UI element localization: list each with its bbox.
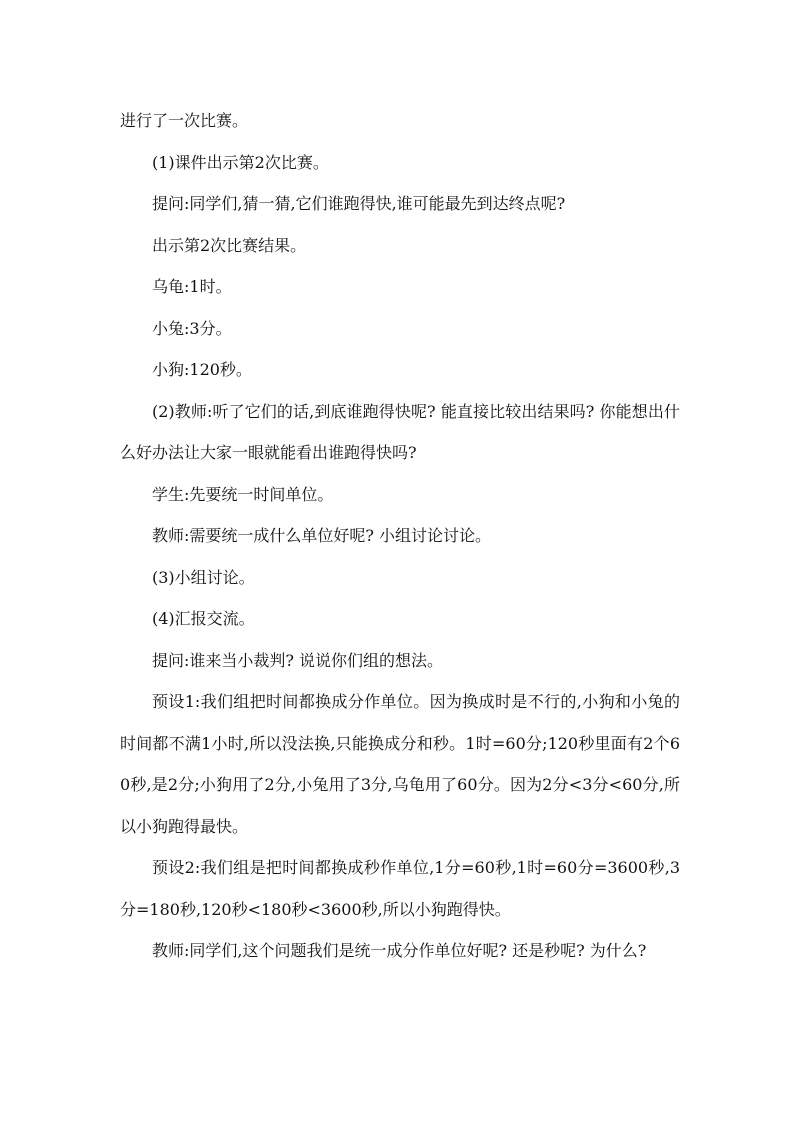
paragraph-intro: 进行了一次比赛。 [120,111,249,130]
paragraph-question-2: 提问:谁来当小裁判? 说说你们组的想法。 [152,650,444,670]
paragraph-rabbit: 小兔:3分。 [152,318,232,338]
paragraph-step-4: (4)汇报交流。 [152,609,255,628]
paragraph-student-answer: 学生:先要统一时间单位。 [152,484,334,504]
paragraph-teacher-question: 教师:需要统一成什么单位好呢? 小组讨论讨论。 [152,526,492,545]
paragraph-turtle: 乌龟:1时。 [152,277,232,296]
paragraph-preset-2: 预设2:我们组是把时间都换成秒作单位,1分=60秒,1时=60分=3600秒,3分=180秒,120秒<180秒<3600秒,所以小狗跑得快。 [120,858,680,919]
paragraph-step-2: (2)教师:听了它们的话,到底谁跑得快呢? 能直接比较出结果吗? 你能想出什么好办法让大家一眼就能看出谁跑得快吗? [120,401,680,462]
paragraph-teacher-final: 教师:同学们,这个问题我们是统一成分作单位好呢? 还是秒呢? 为什么? [152,941,647,960]
paragraph-preset-1: 预设1:我们组把时间都换成分作单位。因为换成时是不行的,小狗和小兔的时间都不满1小时,所以没法换,只能换成分和秒。1时=60分;120秒里面有2个60秒,是2分;小狗用了2分,小兔用了3分,乌龟用了60分。因为2分<3分<60分,所以小狗跑得最快。 [120,692,680,836]
paragraph-question-1: 提问:同学们,猜一猜,它们谁跑得快,谁可能最先到达终点呢? [152,194,566,213]
paragraph-step-1: (1)课件出示第2次比赛。 [152,152,329,172]
paragraph-dog: 小狗:120秒。 [152,360,252,379]
document-body [120,100,680,972]
paragraph-step-3: (3)小组讨论。 [152,567,255,587]
paragraph-result-title: 出示第2次比赛结果。 [152,235,307,255]
